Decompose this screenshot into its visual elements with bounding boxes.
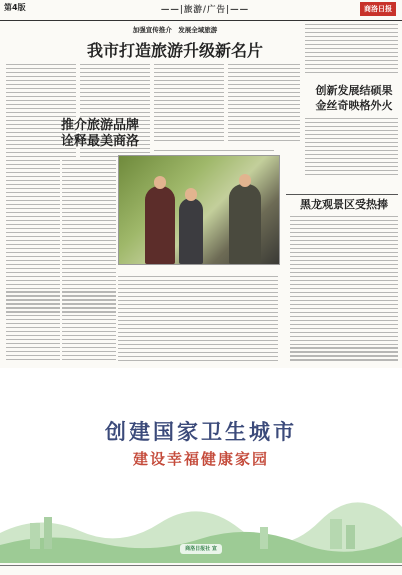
main-headline: 我市打造旅游升级新名片 (86, 41, 263, 60)
right-headline-3: 黑龙观景区受热捧 (300, 198, 388, 211)
page-header (0, 0, 402, 21)
text-column-1 (6, 64, 76, 164)
text-column-11 (290, 216, 398, 366)
page-number: 第4版 (4, 3, 26, 12)
text-column-6 (62, 160, 116, 365)
text-column-4 (228, 64, 300, 144)
text-column-5 (6, 160, 60, 365)
public-service-banner (0, 368, 402, 563)
left-headline-2: 诠释最美商洛 (60, 134, 139, 149)
text-column-10 (305, 118, 398, 178)
newspaper-logo: 商洛日报 (360, 2, 396, 16)
text-column-9 (305, 24, 398, 78)
person-figure (229, 184, 261, 264)
person-figure (145, 186, 175, 264)
person-figure (179, 198, 203, 264)
banner-subtitle: 建设幸福健康家园 (132, 450, 269, 468)
market-photo (118, 155, 280, 265)
banner-org-logo: 商洛日报社 宣 (180, 544, 222, 554)
right-headline-2: 金丝奇映格外火 (315, 99, 393, 112)
main-kicker: 加强宣传推介 发展全域旅游 (132, 26, 218, 34)
section-title: ——|旅游/广告|—— (160, 5, 250, 15)
text-column-7 (154, 150, 274, 154)
text-column-3 (154, 64, 224, 144)
right-headline-1: 创新发展结硕果 (315, 84, 393, 97)
page-footer (0, 565, 402, 575)
left-headline-1: 推介旅游品牌 (60, 118, 139, 133)
banner-title: 创建国家卫生城市 (105, 420, 297, 444)
divider (286, 194, 398, 195)
text-column-8 (118, 276, 278, 364)
text-column-2 (80, 64, 150, 164)
